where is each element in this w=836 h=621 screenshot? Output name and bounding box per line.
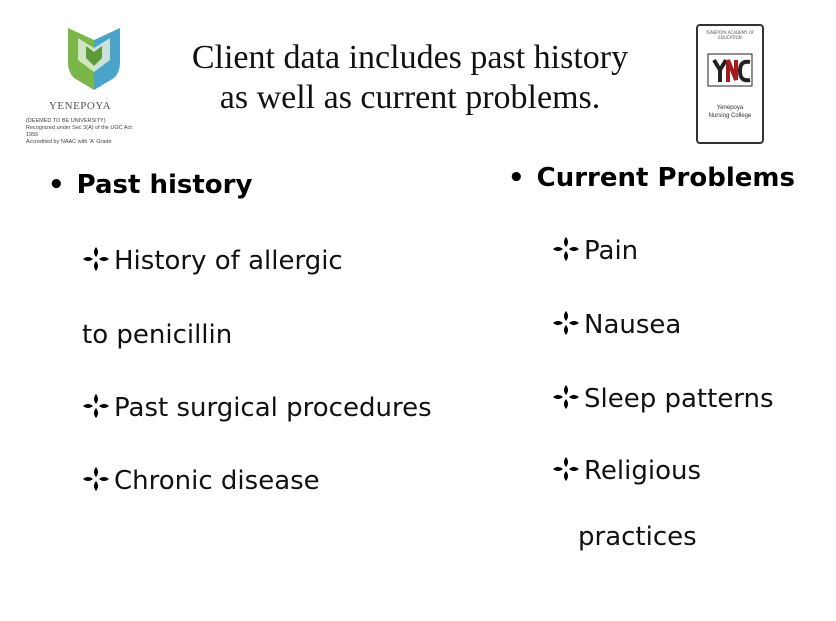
heading-text: Current Problems bbox=[536, 163, 795, 193]
diamond-bullet-icon bbox=[552, 310, 580, 336]
title-line-2: as well as current problems. bbox=[219, 79, 601, 116]
heading-bullet: • bbox=[508, 163, 525, 193]
logo-caption: Yenepoya Nursing College bbox=[708, 105, 752, 119]
diamond-bullet-icon bbox=[552, 236, 580, 262]
list-item-religious: Religious bbox=[552, 456, 701, 486]
slide-title bbox=[150, 38, 670, 118]
shield-logo-icon bbox=[64, 26, 124, 92]
list-item-surgical: Past surgical procedures bbox=[82, 393, 432, 423]
diamond-bullet-icon bbox=[552, 384, 580, 410]
list-item-continuation: practices bbox=[578, 522, 697, 552]
list-item-allergy: History of allergic bbox=[82, 246, 343, 276]
past-history-heading bbox=[48, 170, 252, 200]
diamond-bullet-icon bbox=[552, 456, 580, 482]
list-item-sleep: Sleep patterns bbox=[552, 384, 774, 414]
diamond-bullet-icon bbox=[82, 393, 110, 419]
ync-monogram-icon bbox=[706, 50, 754, 90]
diamond-bullet-icon bbox=[82, 466, 110, 492]
logo-arc-text: YENEPOYA ACADEMY OF EDUCATION bbox=[705, 30, 755, 40]
logo-name: YENEPOYA bbox=[48, 100, 112, 112]
nursing-college-logo bbox=[696, 24, 764, 144]
title-line-1: Client data includes past history bbox=[191, 39, 629, 76]
current-problems-heading bbox=[508, 163, 795, 193]
list-item-pain: Pain bbox=[552, 236, 638, 266]
diamond-bullet-icon bbox=[82, 246, 110, 272]
list-item-chronic: Chronic disease bbox=[82, 466, 320, 496]
heading-text: Past history bbox=[76, 170, 253, 200]
yenepoya-university-logo bbox=[24, 22, 164, 156]
logo-tagline: (DEEMED TO BE UNIVERSITY) Recognized under Sec 3(A) of the UGC Act 1956 Accredited by NAAC with 'A' Grade bbox=[26, 118, 132, 145]
heading-bullet: • bbox=[48, 170, 65, 200]
list-item-nausea: Nausea bbox=[552, 310, 681, 340]
list-item-continuation: to penicillin bbox=[82, 320, 233, 350]
